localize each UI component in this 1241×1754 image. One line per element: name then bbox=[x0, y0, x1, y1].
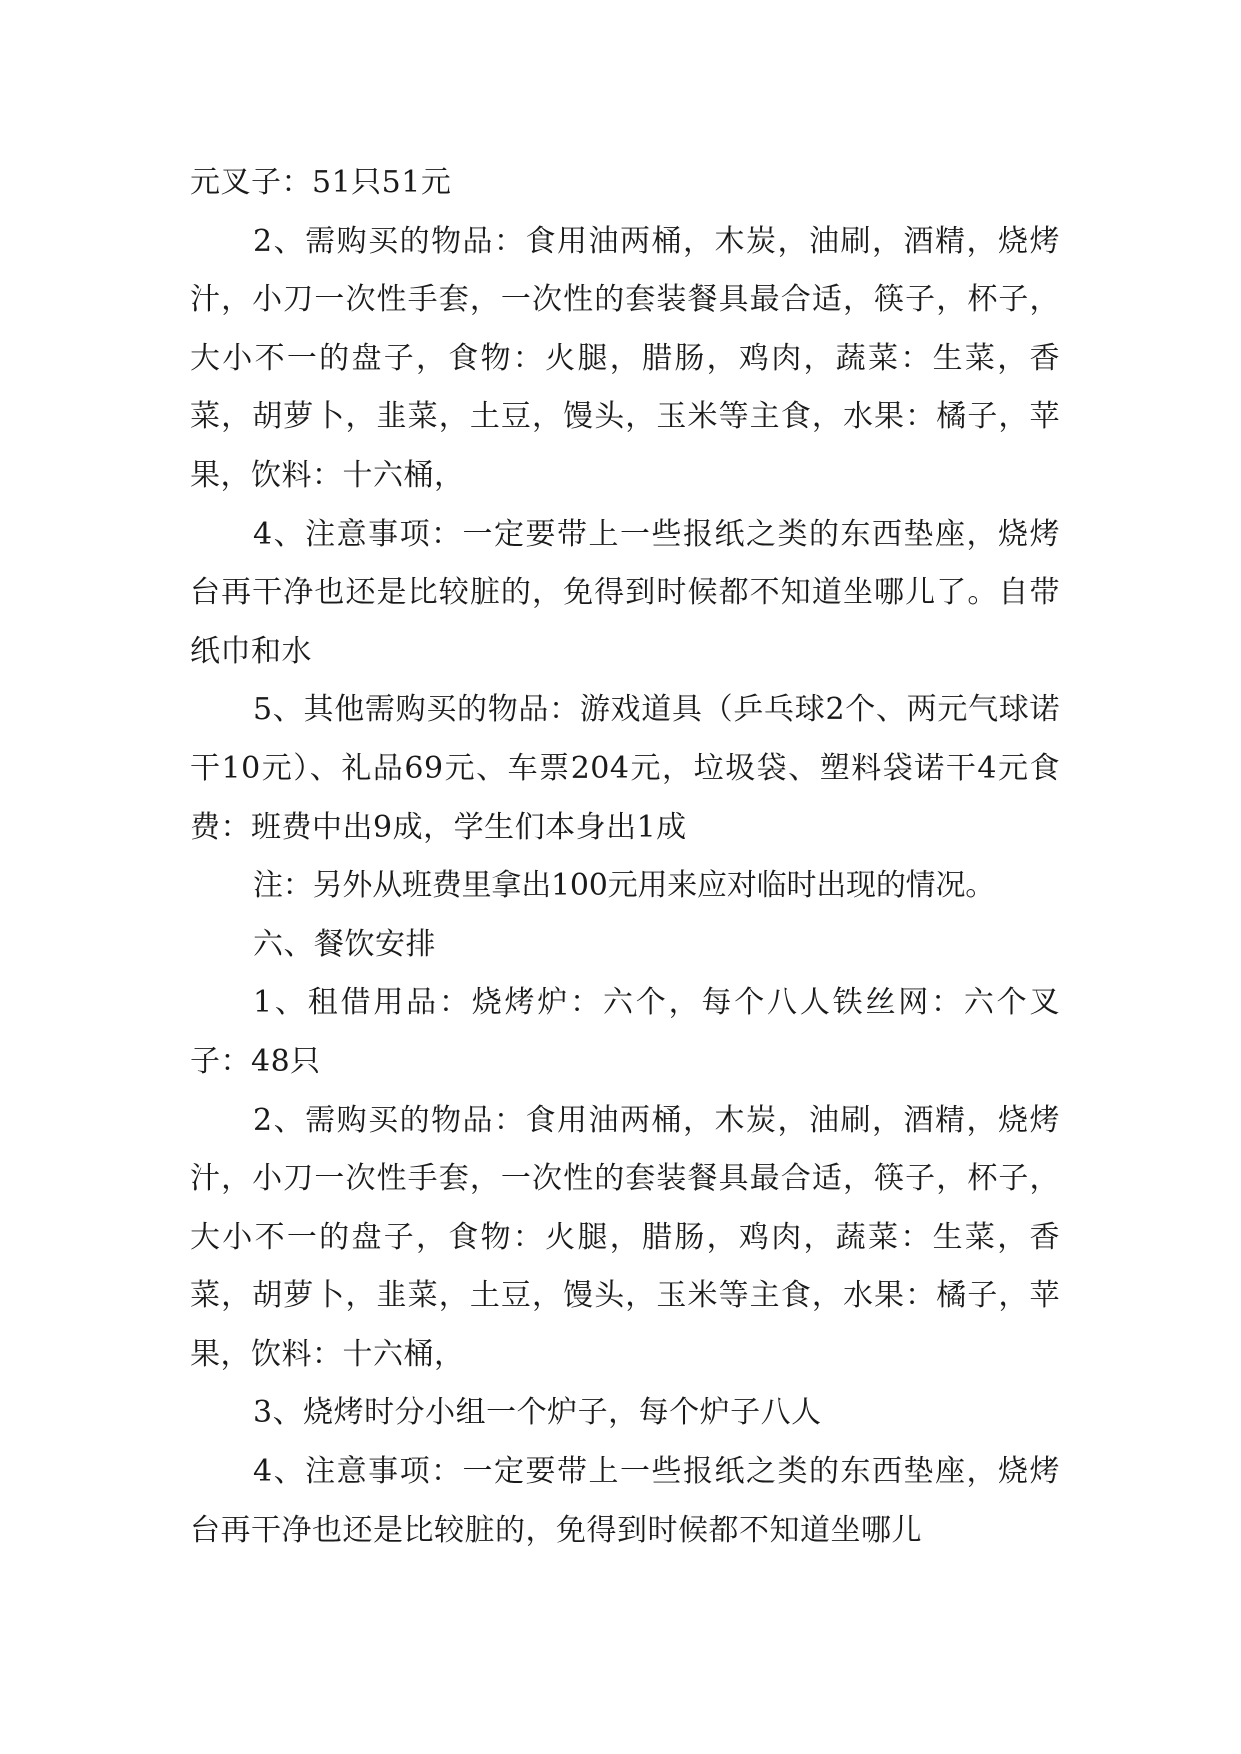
paragraph-purchase-items-2: 2、需购买的物品：食用油两桶，木炭，油刷，酒精，烧烤汁，小刀一次性手套，一次性的套装餐具最合适，筷子，杯子，大小不一的盘子，食物：火腿，腊肠，鸡肉，蔬菜：生菜，香菜，胡萝卜，韭菜，土豆，馒头，玉米等主食，水果：橘子，苹果，饮料：十六桶， bbox=[190, 1102, 1060, 1372]
paragraph-remark: 注：另外从班费里拿出100元用来应对临时出现的情况。 bbox=[253, 868, 996, 904]
paragraph-rental-items: 1、租借用品：烧烤炉：六个，每个八人铁丝网：六个叉子：48只 bbox=[190, 985, 1060, 1079]
paragraph-grouping: 3、烧烤时分小组一个炉子，每个炉子八人 bbox=[253, 1395, 822, 1431]
paragraph-fork-continued: 元叉子：51只51元 bbox=[190, 165, 452, 200]
section-heading-catering: 六、餐饮安排 bbox=[253, 926, 436, 962]
paragraph-notes-2: 4、注意事项：一定要带上一些报纸之类的东西垫座，烧烤台再干净也还是比较脏的，免得到时候都不知道坐哪儿 bbox=[190, 1454, 1060, 1548]
paragraph-notes-1: 4、注意事项：一定要带上一些报纸之类的东西垫座，烧烤台再干净也还是比较脏的，免得到时候都不知道坐哪儿了。自带纸巾和水 bbox=[190, 516, 1060, 669]
paragraph-other-purchases: 5、其他需购买的物品：游戏道具（乒乓球2个、两元气球诺干10元）、礼品69元、车票204元，垃圾袋、塑料袋诺干4元食费：班费中出9成，学生们本身出1成 bbox=[190, 692, 1060, 845]
document-body bbox=[190, 154, 1060, 1560]
paragraph-purchase-items-1: 2、需购买的物品：食用油两桶，木炭，油刷，酒精，烧烤汁，小刀一次性手套，一次性的套装餐具最合适，筷子，杯子，大小不一的盘子，食物：火腿，腊肠，鸡肉，蔬菜：生菜，香菜，胡萝卜，韭菜，土豆，馒头，玉米等主食，水果：橘子，苹果，饮料：十六桶， bbox=[190, 223, 1060, 493]
